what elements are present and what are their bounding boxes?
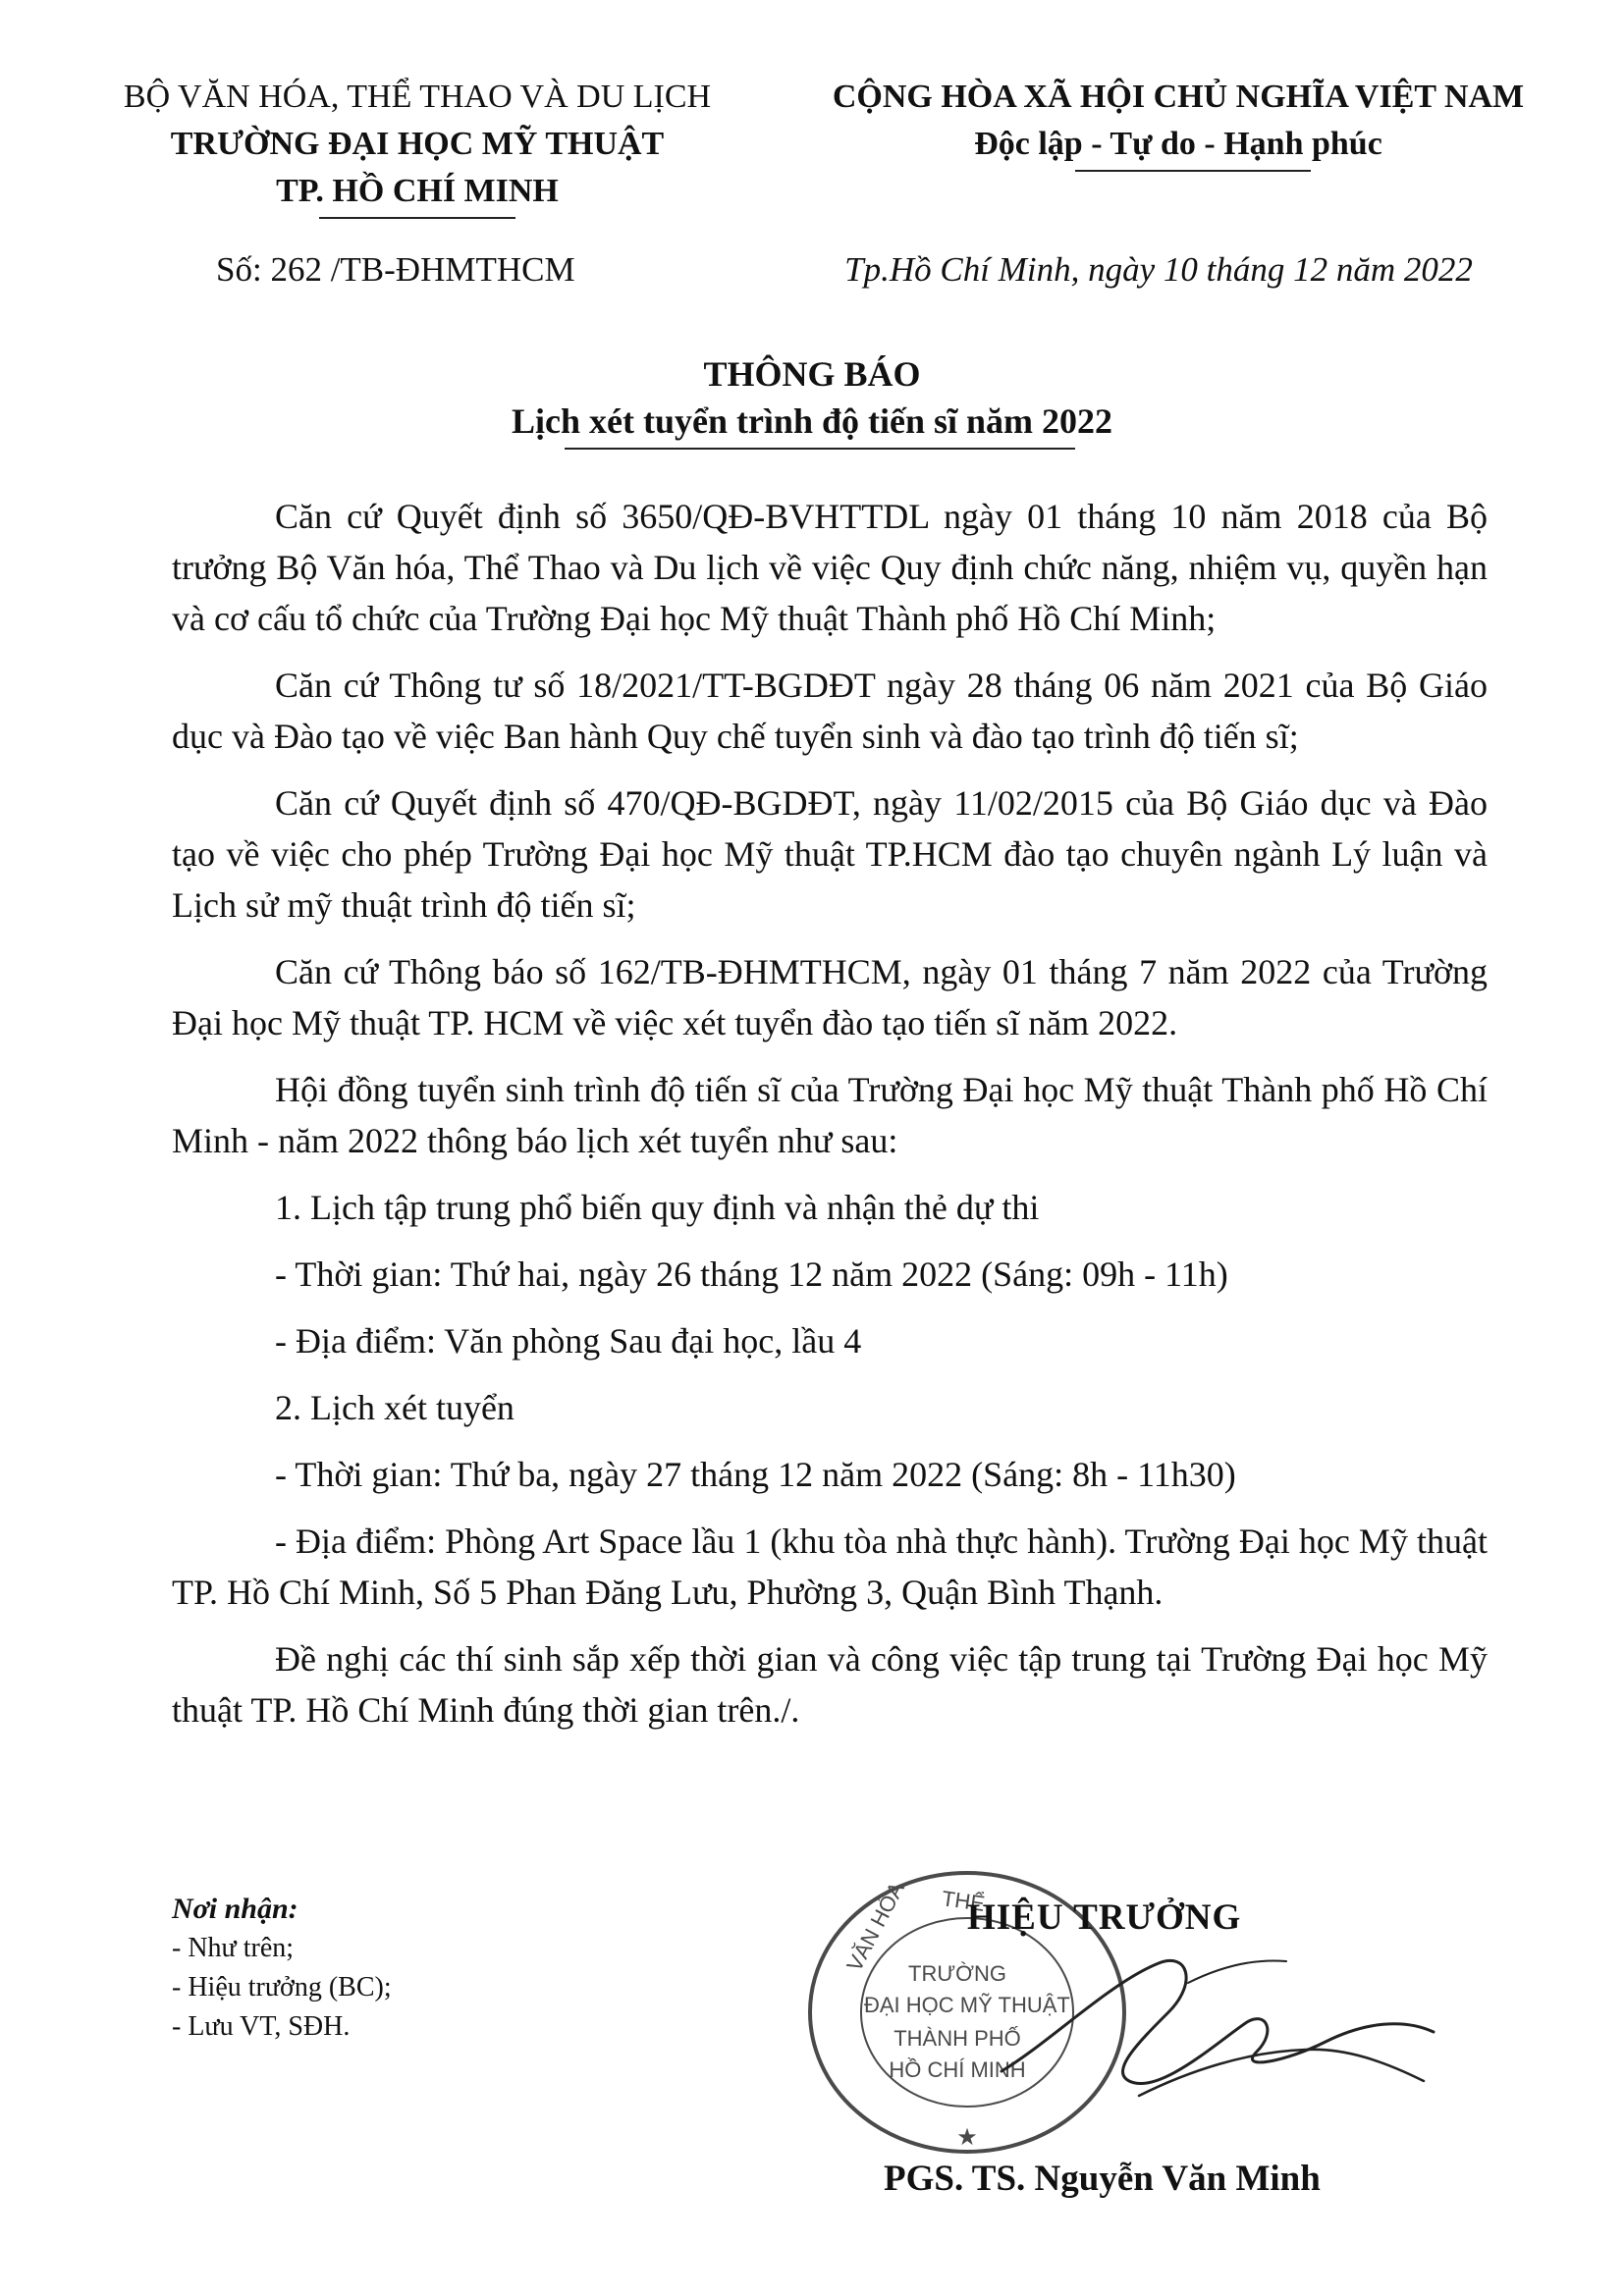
place-date: Tp.Hồ Chí Minh, ngày 10 tháng 12 năm 2022 [844, 250, 1473, 289]
paragraph: Căn cứ Thông tư số 18/2021/TT-BGDĐT ngày 28 tháng 06 năm 2021 của Bộ Giáo dục và Đào tạo về việc Ban hành Quy chế tuyển sinh và đào tạo trình độ tiến sĩ; [172, 666, 1488, 756]
paragraph: Căn cứ Quyết định số 3650/QĐ-BVHTTDL ngày 01 tháng 10 năm 2018 của Bộ trưởng Bộ Văn hóa, Thể Thao và Du lịch về việc Quy định chức năng, nhiệm vụ, quyền hạn và cơ cấu tổ chức của Trường Đại học Mỹ thuật Thành phố Hồ Chí Minh; [172, 497, 1488, 638]
document-subtitle: Lịch xét tuyển trình độ tiến sĩ năm 2022 [511, 401, 1113, 441]
section2-title: 2. Lịch xét tuyển [275, 1388, 514, 1427]
school-name-line2: TP. HỒ CHÍ MINH [276, 173, 559, 209]
section1-place: - Địa điểm: Văn phòng Sau đại học, lầu 4 [275, 1321, 862, 1361]
receivers-title: Nơi nhận: [172, 1893, 298, 1925]
section1-time: - Thời gian: Thứ hai, ngày 26 tháng 12 năm 2022 (Sáng: 09h - 11h) [275, 1255, 1228, 1294]
section2-time: - Thời gian: Thứ ba, ngày 27 tháng 12 năm 2022 (Sáng: 8h - 11h30) [275, 1455, 1236, 1494]
issuer-underline [319, 217, 515, 219]
issuer-block [93, 74, 741, 219]
document-number: Số: 262 /TB-ĐHMTHCM [216, 250, 575, 289]
motto-underline [1075, 170, 1311, 172]
receiver-item: - Như trên; [172, 1933, 295, 1963]
seal-line4: HỒ CHÍ MINH [889, 2057, 1026, 2082]
document-body [172, 491, 1488, 1751]
receivers-block [172, 1890, 392, 2047]
ministry-name: BỘ VĂN HÓA, THỂ THAO VÀ DU LỊCH [123, 79, 712, 115]
paragraph: Căn cứ Quyết định số 470/QĐ-BGDĐT, ngày 11/02/2015 của Bộ Giáo dục và Đào tạo về việc cho phép Trường Đại học Mỹ thuật TP.HCM đào tạo chuyên ngành Lý luận và Lịch sử mỹ thuật trình độ tiến sĩ; [172, 783, 1488, 925]
national-header [776, 74, 1581, 172]
receiver-item: - Hiệu trưởng (BC); [172, 1972, 392, 2002]
section2-place: - Địa điểm: Phòng Art Space lầu 1 (khu tòa nhà thực hành). Trường Đại học Mỹ thuật TP. Hồ Chí Minh, Số 5 Phan Đăng Lưu, Phường 3, Quận Bình Thạnh. [172, 1522, 1488, 1612]
closing-paragraph: Đề nghị các thí sinh sắp xếp thời gian và công việc tập trung tại Trường Đại học Mỹ thuật TP. Hồ Chí Minh đúng thời gian trên./. [172, 1639, 1488, 1730]
signer-title: HIỆU TRƯỞNG [967, 1897, 1242, 1938]
country-name: CỘNG HÒA XÃ HỘI CHỦ NGHĨA VIỆT NAM [832, 79, 1525, 115]
svg-text:★: ★ [956, 2124, 978, 2151]
svg-text:VĂN HÓA: VĂN HÓA [841, 1878, 909, 1976]
seal-line2: ĐẠI HỌC MỸ THUẬT [864, 1993, 1070, 2017]
document-title: THÔNG BÁO [703, 354, 921, 394]
title-underline [565, 448, 1075, 450]
seal-line1: TRƯỜNG [908, 1961, 1006, 1986]
section1-title: 1. Lịch tập trung phổ biến quy định và nhận thẻ dự thi [275, 1188, 1040, 1227]
seal-line3: THÀNH PHỐ [893, 2026, 1021, 2051]
svg-text:THỂ: THỂ [940, 1886, 987, 1917]
handwritten-signature-icon [992, 1924, 1443, 2150]
national-motto: Độc lập - Tự do - Hạnh phúc [974, 126, 1382, 162]
paragraph: Căn cứ Thông báo số 162/TB-ĐHMTHCM, ngày 01 tháng 7 năm 2022 của Trường Đại học Mỹ thuật TP. HCM về việc xét tuyển đào tạo tiến sĩ năm 2022. [172, 952, 1488, 1042]
receiver-item: - Lưu VT, SĐH. [172, 2011, 351, 2042]
signer-name: PGS. TS. Nguyễn Văn Minh [884, 2159, 1321, 2199]
paragraph: Hội đồng tuyển sinh trình độ tiến sĩ của Trường Đại học Mỹ thuật Thành phố Hồ Chí Minh - năm 2022 thông báo lịch xét tuyển như sau: [172, 1070, 1488, 1160]
school-name-line1: TRƯỜNG ĐẠI HỌC MỸ THUẬT [170, 126, 665, 162]
